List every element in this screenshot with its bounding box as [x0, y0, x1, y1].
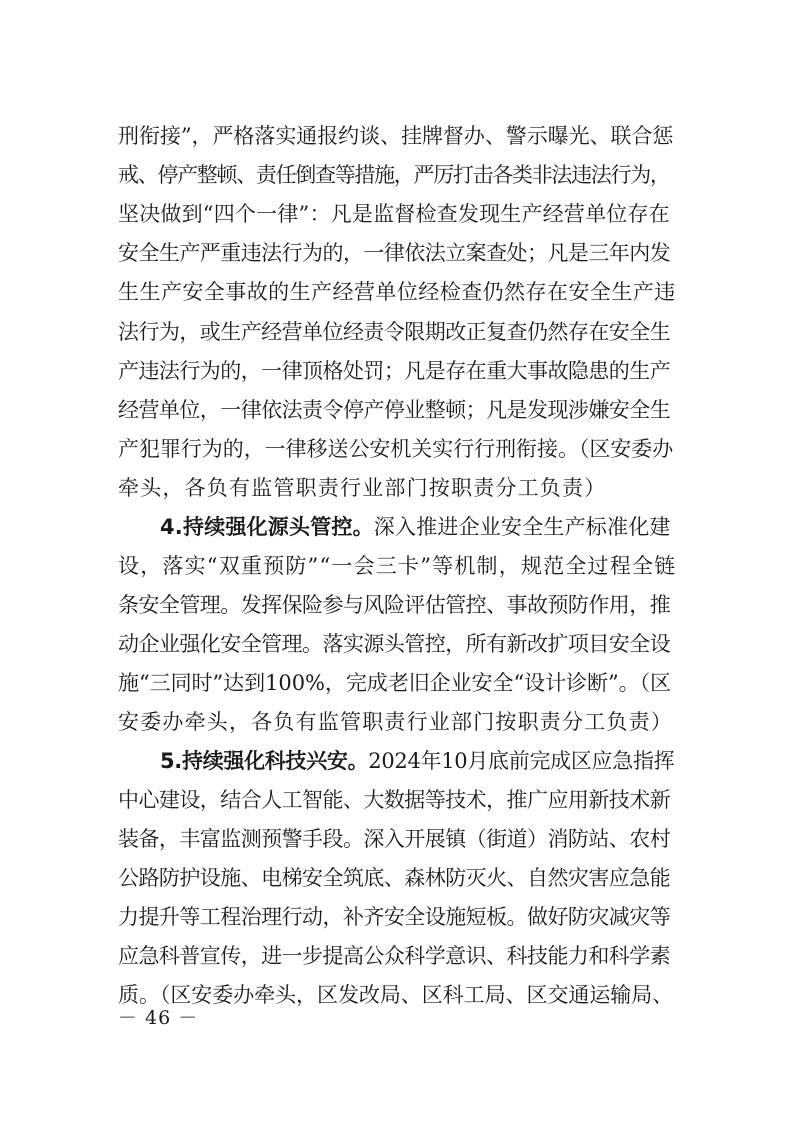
text-line: 条安全管理。发挥保险参与风险评估管控、事故预防作用，推 — [118, 593, 671, 617]
text-run: 2024年10月底前完成区应急指挥 — [368, 749, 675, 773]
text-line: 产犯罪行为的，一律移送公安机关实行行刑衔接。（区安委办 — [118, 437, 674, 461]
text-line: 法行为，或生产经营单位经责令限期改正复查仍然存在安全生 — [118, 320, 671, 344]
text-line: 戒、停产整顿、责任倒查等措施，严厉打击各类非法违法行为， — [118, 163, 670, 187]
text-line: 公路防护设施、电梯安全筑底、森林防灭火、自然灾害应急能 — [118, 866, 671, 890]
text-line: 中心建设，结合人工智能、大数据等技术，推广应用新技术新 — [118, 788, 671, 812]
text-line: 动企业强化安全管理。落实源头管控，所有新改扩项目安全设 — [118, 632, 671, 656]
text-run: 深入推进企业安全生产标准化建 — [373, 515, 671, 539]
text-line: 经营单位，一律依法责令停产停业整顿；凡是发现涉嫌安全生 — [118, 398, 671, 422]
section-heading: 4.持续强化源头管控。 — [160, 515, 374, 539]
text-line — [160, 515, 671, 541]
text-line: 刑衔接”，严格落实通报约谈、挂牌督办、警示曝光、联合惩 — [118, 124, 674, 148]
text-line: 坚决做到“四个一律”：凡是监督检查发现生产经营单位存在 — [118, 202, 670, 226]
text-line: 安委办牵头，各负有监管职责行业部门按职责分工负责） — [118, 710, 673, 734]
text-line: 力提升等工程治理行动，补齐安全设施短板。做好防灾减灾等 — [118, 905, 671, 929]
text-line: 生生产安全事故的生产经营单位经检查仍然存在安全生产违 — [118, 280, 676, 304]
section-heading: 5.持续强化科技兴安。 — [160, 749, 369, 773]
text-line: 装备，丰富监测预警手段。深入开展镇（街道）消防站、农村 — [118, 827, 671, 851]
text-line: 安全生产严重违法行为的，一律依法立案查处；凡是三年内发 — [118, 241, 671, 265]
text-line: 设，落实“双重预防”“一会三卡”等机制，规范全过程全链 — [118, 554, 677, 578]
text-line: 产违法行为的，一律顶格处罚；凡是存在重大事故隐患的生产 — [118, 359, 671, 383]
text-line: 牵头，各负有监管职责行业部门按职责分工负责） — [118, 476, 607, 500]
text-line: 质。（区安委办牵头，区发改局、区科工局、区交通运输局、 — [118, 983, 674, 1007]
page-number: － 46 － — [118, 1007, 199, 1029]
text-line: 施“三同时”达到100%，完成老旧企业安全“设计诊断”。（区 — [118, 671, 671, 695]
text-line — [160, 749, 674, 775]
text-line: 应急科普宣传，进一步提高公众科学意识、科技能力和科学素 — [118, 944, 671, 968]
